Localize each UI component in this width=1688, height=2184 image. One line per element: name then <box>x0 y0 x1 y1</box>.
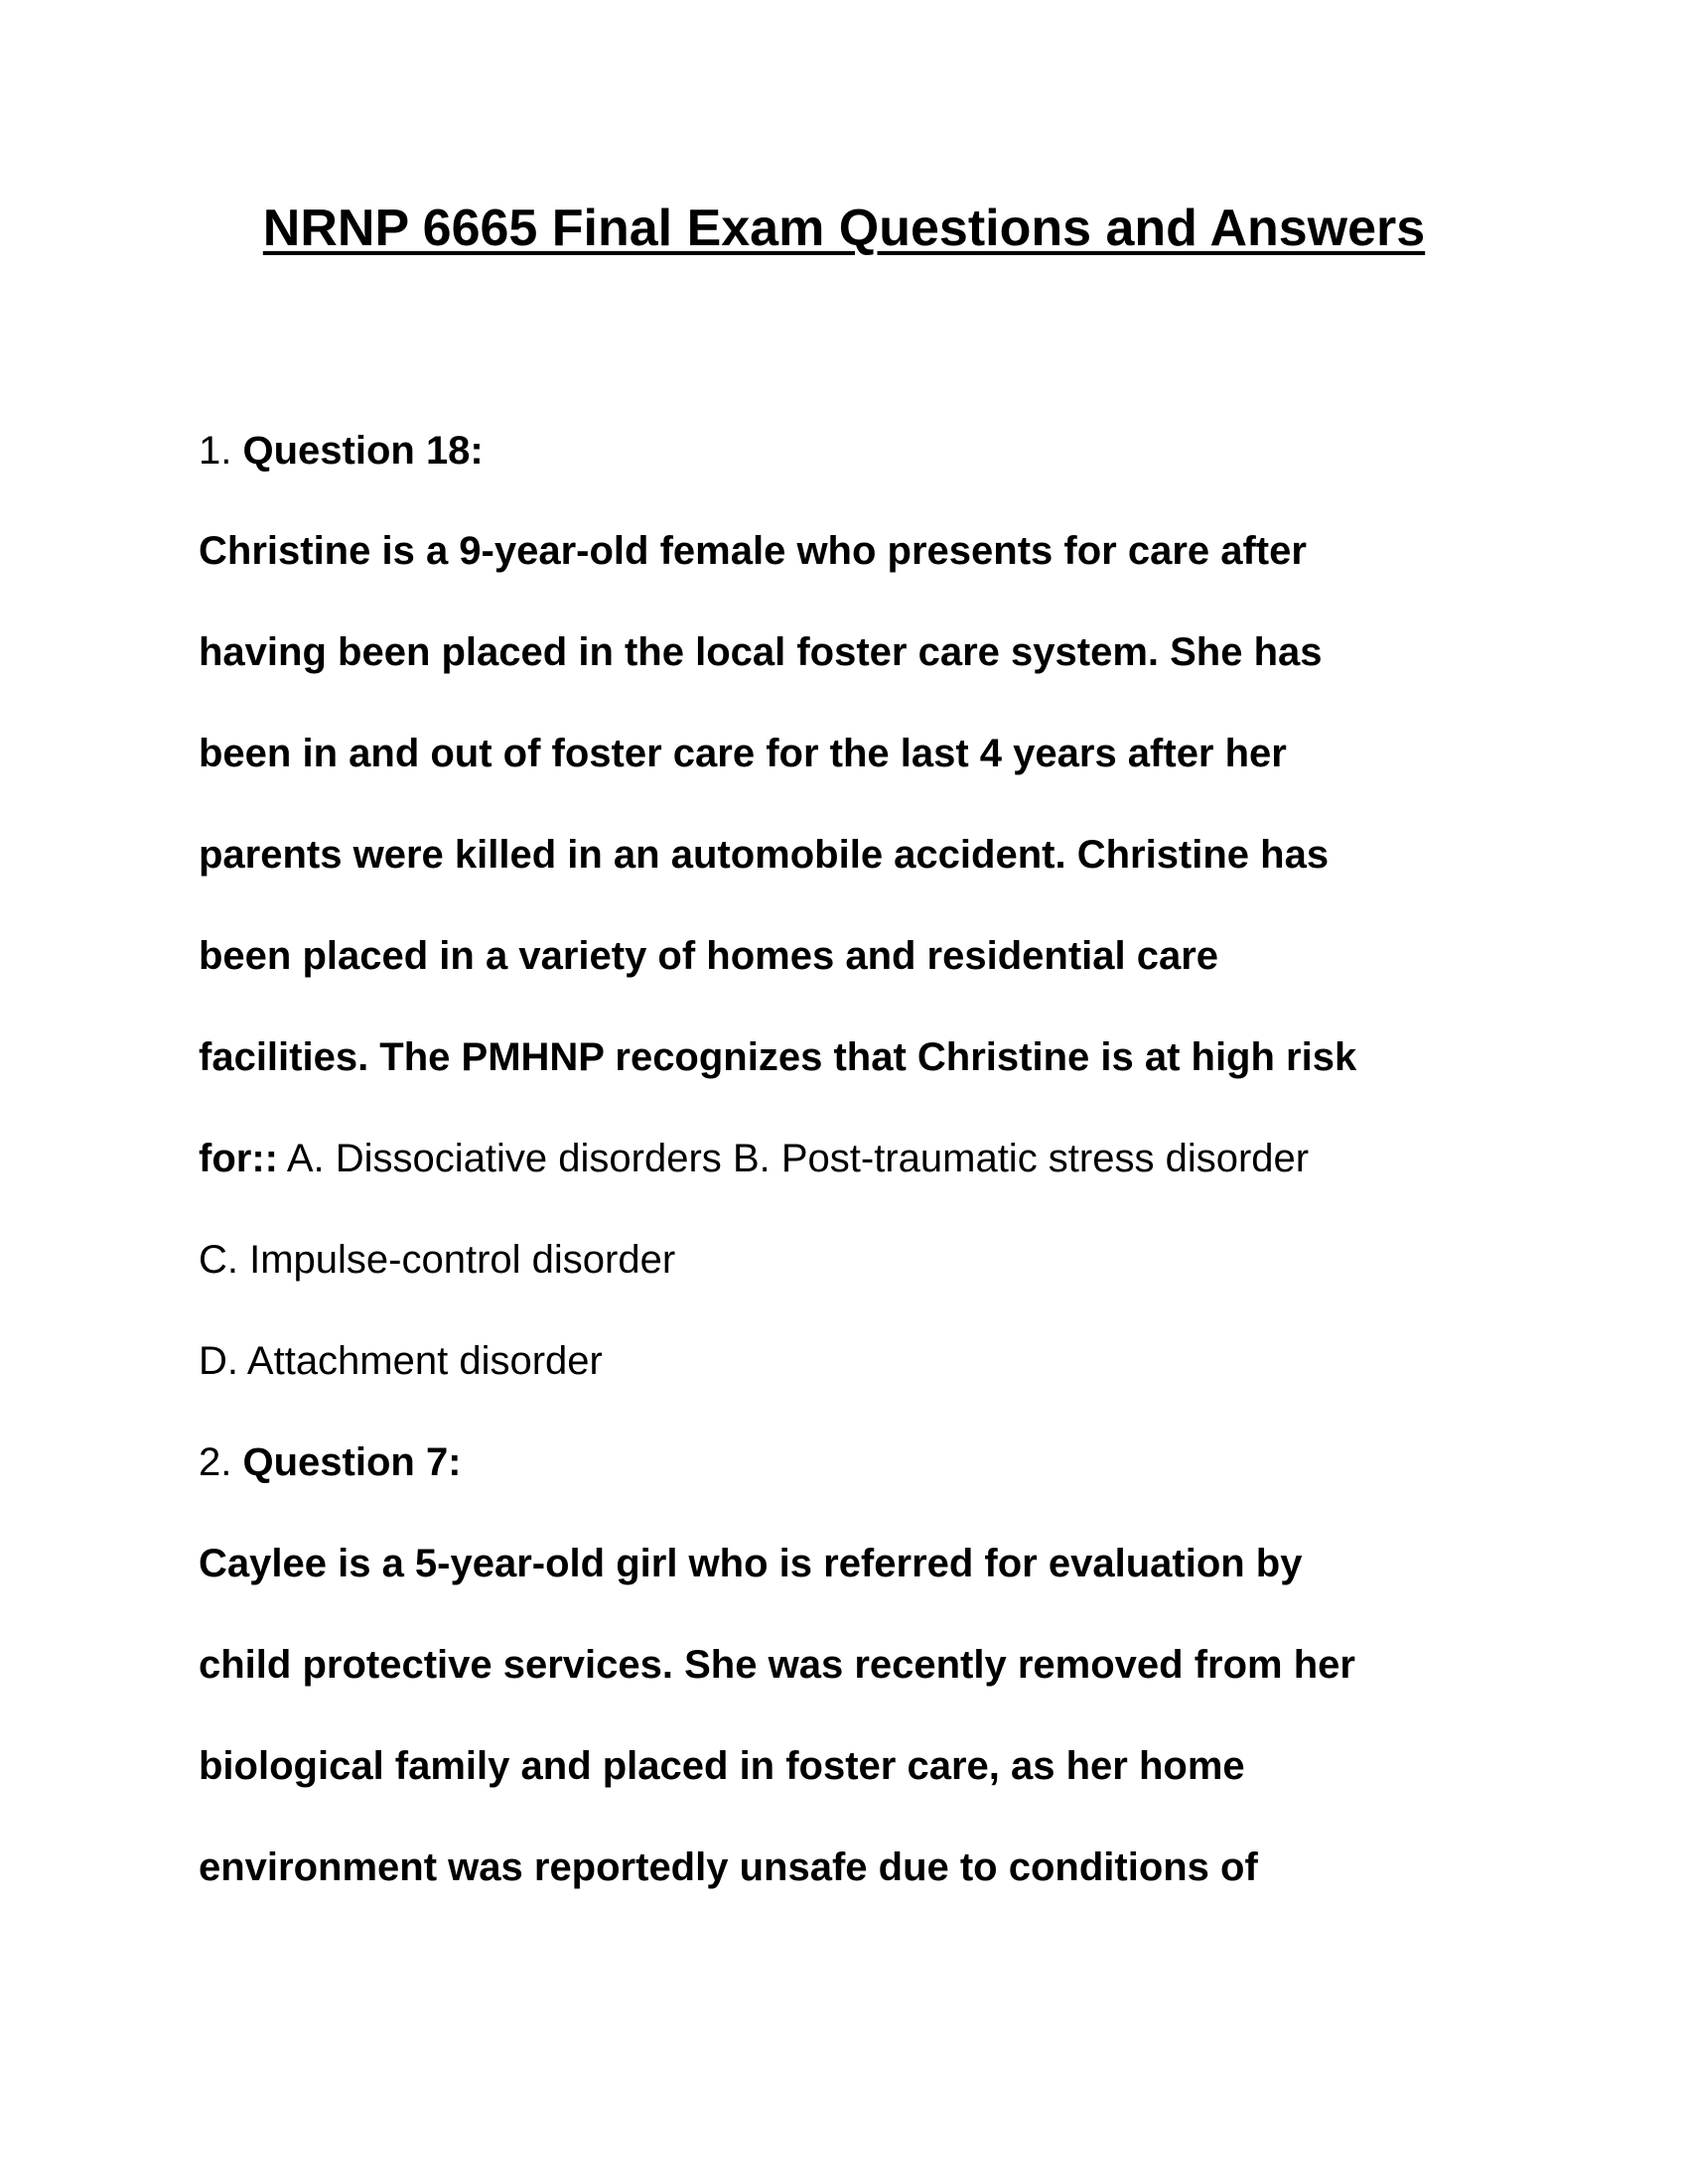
question-stem-line: child protective services. She was recently removed from her <box>199 1643 1355 1687</box>
answer-option-c: C. Impulse-control disorder <box>199 1238 676 1282</box>
document-title: NRNP 6665 Final Exam Questions and Answers <box>262 200 1426 257</box>
question-stem-line: Caylee is a 5-year-old girl who is referred for evaluation by <box>199 1542 1303 1585</box>
question-2-header <box>199 1436 462 1488</box>
question-stem-line: parents were killed in an automobile accident. Christine has <box>199 833 1330 877</box>
answer-option-a: A. Dissociative disorders <box>286 1137 722 1180</box>
question-stem-line: been in and out of foster care for the last 4 years after her <box>199 732 1287 775</box>
question-stem-line: been placed in a variety of homes and residential care <box>199 934 1219 978</box>
question-stem-line: facilities. The PMHNP recognizes that Christine is at high risk <box>199 1035 1357 1079</box>
question-stem-line: having been placed in the local foster care system. She has <box>199 630 1323 674</box>
question-number: 1. <box>199 429 232 473</box>
question-stem-line: biological family and placed in foster care, as her home <box>199 1744 1245 1788</box>
question-heading: Question 18: <box>242 429 484 473</box>
question-stem-line: environment was reportedly unsafe due to conditions of <box>199 1845 1258 1889</box>
answer-option-b: B. Post-traumatic stress disorder <box>732 1137 1310 1180</box>
question-heading: Question 7: <box>242 1440 462 1484</box>
question-stem-tail: for:: <box>199 1137 278 1180</box>
question-stem-line: Christine is a 9-year-old female who presents for care after <box>199 529 1307 573</box>
question-number: 2. <box>199 1440 232 1484</box>
answer-option-d: D. Attachment disorder <box>199 1339 603 1383</box>
question-stem-options-line <box>199 1133 1309 1184</box>
question-1-header <box>199 425 484 477</box>
